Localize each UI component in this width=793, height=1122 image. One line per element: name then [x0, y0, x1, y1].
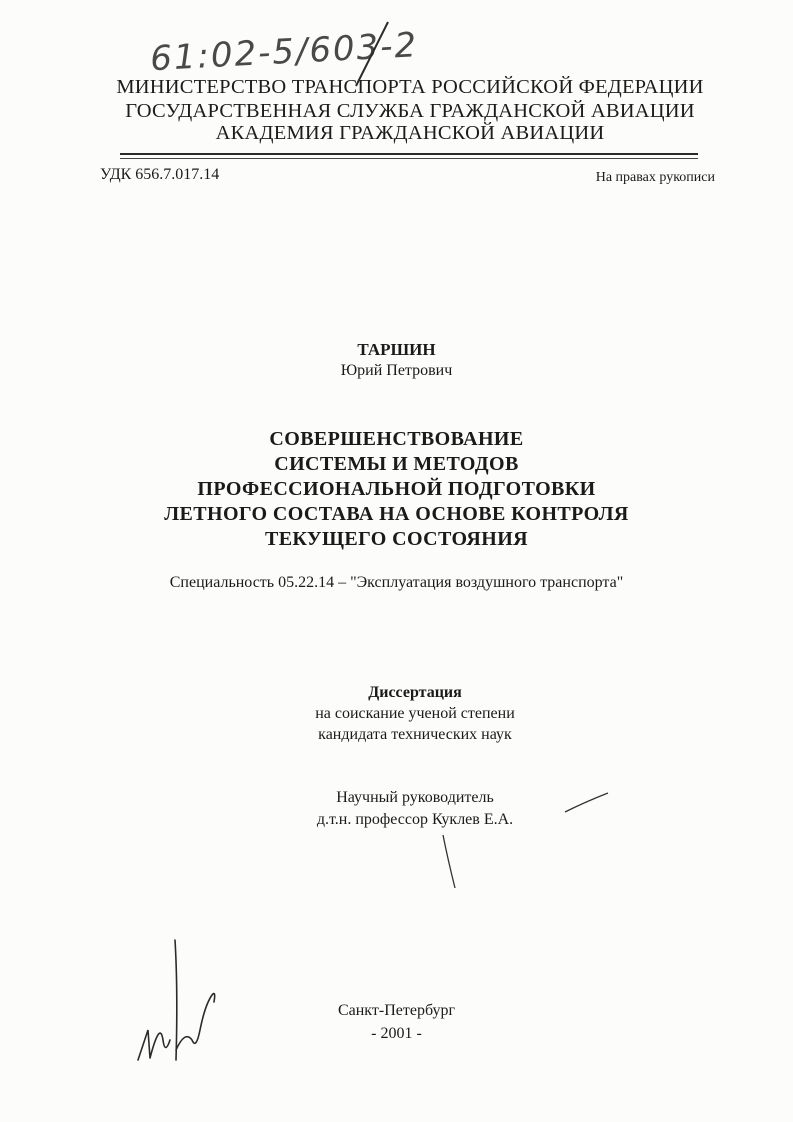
header-rule-thick [120, 153, 698, 155]
supervisor-name: д.т.н. профессор Куклев Е.А. [316, 811, 514, 828]
signature-stroke-down [443, 835, 455, 888]
rights-note: На правах рукописи [595, 170, 715, 185]
title-line-4: ЛЕТНОГО СОСТАВА НА ОСНОВЕ КОНТРОЛЯ [164, 503, 629, 525]
supervisor-label: Научный руководитель [336, 789, 494, 806]
title-line-2: СИСТЕМЫ И МЕТОДОВ [274, 453, 519, 475]
udk-code: УДК 656.7.017.14 [100, 166, 220, 183]
service-name: ГОСУДАРСТВЕННАЯ СЛУЖБА ГРАЖДАНСКОЙ АВИАЦИИ [125, 100, 695, 122]
title-line-5: ТЕКУЩЕГО СОСТОЯНИЯ [264, 528, 529, 550]
header-rule-thin [120, 158, 698, 159]
title-line-1: СОВЕРШЕНСТВОВАНИЕ [269, 428, 524, 450]
handwritten-archive-number: 61:02-5/603-2 [149, 25, 420, 80]
dissertation-degree-line-1: на соискание ученой степени [315, 705, 515, 722]
dissertation-degree-line-2: кандидата технических наук [318, 726, 512, 743]
specialty-line: Специальность 05.22.14 – "Эксплуатация воздушного транспорта" [169, 574, 624, 591]
dissertation-heading: Диссертация [368, 684, 462, 701]
ministry-name: МИНИСТЕРСТВО ТРАНСПОРТА РОССИЙСКОЙ ФЕДЕРАЦИИ [116, 76, 704, 98]
author-first-names: Юрий Петрович [340, 362, 453, 379]
title-line-3: ПРОФЕССИОНАЛЬНОЙ ПОДГОТОВКИ [197, 478, 596, 500]
publication-year: - 2001 - [371, 1025, 422, 1042]
place-of-publication: Санкт-Петербург [337, 1002, 456, 1019]
author-last-name: ТАРШИН [357, 340, 436, 359]
academy-name: АКАДЕМИЯ ГРАЖДАНСКОЙ АВИАЦИИ [215, 122, 605, 144]
